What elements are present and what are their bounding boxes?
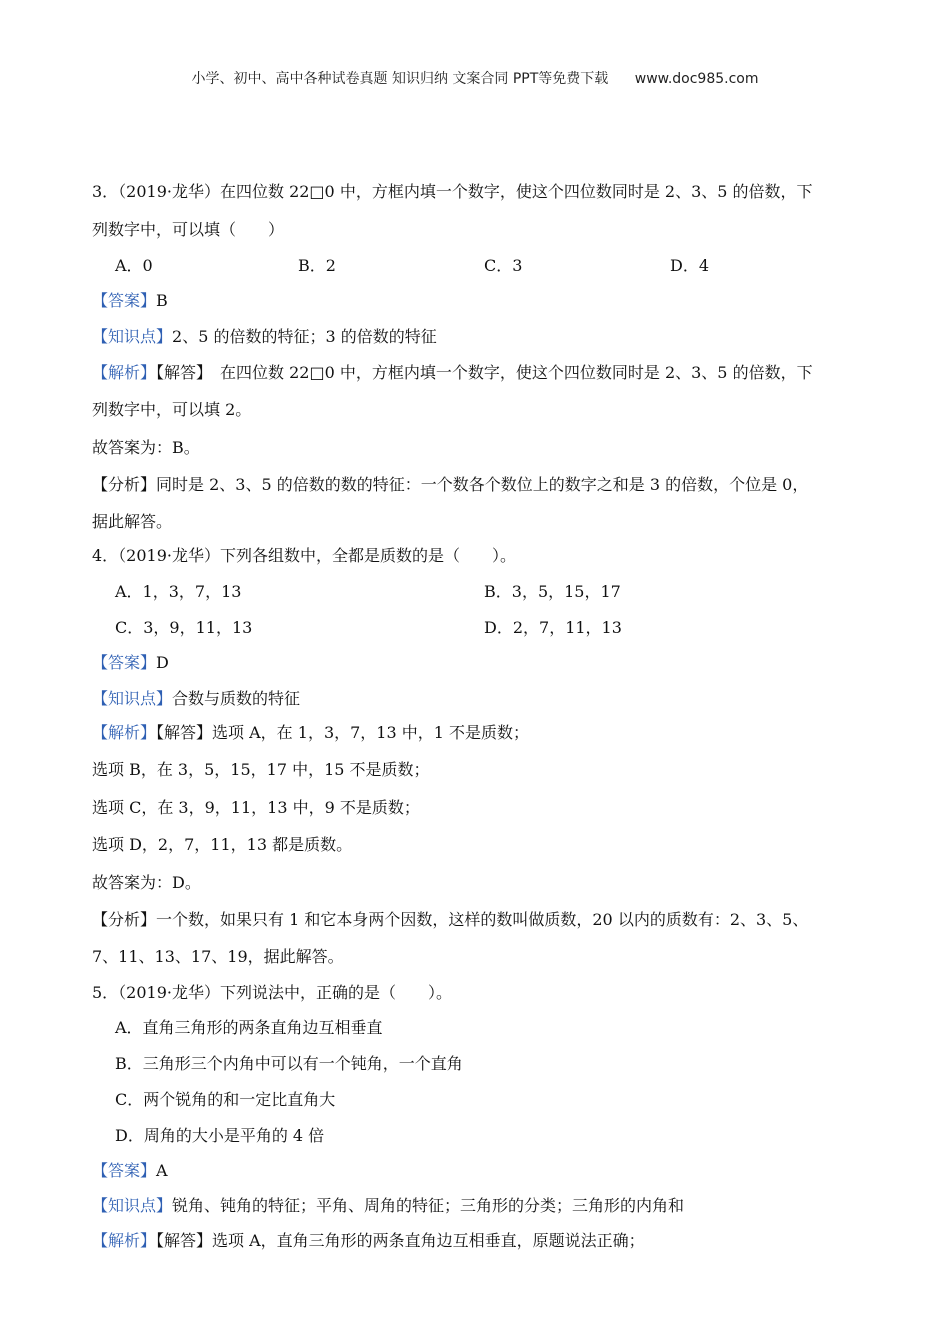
q4-jiexi-line2: 选项 B，在 3，5，15，17 中，15 不是质数； xyxy=(92,760,430,779)
q4-option-d: D．2，7，11，13 xyxy=(484,618,622,637)
fenxi-label: 【分析】 xyxy=(92,910,157,929)
q3-answer-line xyxy=(92,291,168,311)
analysis-label: 【解析】 xyxy=(92,363,157,382)
q4-answer-line xyxy=(92,653,169,673)
q5-stem: 5．（2019·龙华）下列说法中，正确的是（ ）。 xyxy=(92,983,452,1002)
q5-knowledge-line xyxy=(92,1196,684,1216)
q3-fenxi-text1: 同时是 2、3、5 的倍数的数的特征：一个数各个数位上的数字之和是 3 的倍数，个位是 0， xyxy=(156,475,809,494)
solution-label: 【解答】 xyxy=(156,363,205,382)
knowledge-label: 【知识点】 xyxy=(92,327,173,346)
q5-jiexi-text1: 选项 A，直角三角形的两条直角边互相垂直，原题说法正确； xyxy=(212,1231,645,1250)
q5-option-b: B．三角形三个内角中可以有一个钝角，一个直角 xyxy=(115,1054,463,1073)
q3-option-b: B．2 xyxy=(298,256,336,275)
q5-option-c: C．两个锐角的和一定比直角大 xyxy=(115,1090,336,1109)
q3-option-d: D．4 xyxy=(670,256,710,275)
q3-stem-line2: 列数字中，可以填（ ） xyxy=(92,220,285,239)
header-url[interactable]: www.doc985.com xyxy=(634,71,759,87)
q3-fenxi-line1 xyxy=(92,475,808,495)
q4-jiexi-line3: 选项 C，在 3，9，11，13 中，9 不是质数； xyxy=(92,798,420,817)
q5-jiexi-line1 xyxy=(92,1231,645,1251)
solution-label: 【解答】 xyxy=(156,1231,213,1250)
q3-knowledge-line xyxy=(92,327,437,347)
q3-stem-line1: 3．（2019·龙华）在四位数 22□0 中，方框内填一个数字，使这个四位数同时是 2、3、5 的倍数，下 xyxy=(92,182,813,201)
q4-jiexi-line1 xyxy=(92,723,529,743)
page-header xyxy=(0,68,950,88)
knowledge-label: 【知识点】 xyxy=(92,1196,173,1215)
answer-label: 【答案】 xyxy=(92,653,157,672)
q4-fenxi-text1: 一个数，如果只有 1 和它本身两个因数，这样的数叫做质数，20 以内的质数有：2、3、5、 xyxy=(156,910,809,929)
q4-conclusion: 故答案为：D。 xyxy=(92,873,201,892)
q3-answer: B xyxy=(156,291,168,310)
q3-jiexi-line2: 列数字中，可以填 2。 xyxy=(92,400,252,419)
analysis-label: 【解析】 xyxy=(92,723,157,742)
q4-jiexi-text1: 选项 A，在 1，3，7，13 中，1 不是质数； xyxy=(212,723,530,742)
q3-fenxi-line2: 据此解答。 xyxy=(92,512,173,531)
q4-fenxi-line2: 7、11、13、17、19，据此解答。 xyxy=(92,947,344,966)
q3-jiexi-text1: 在四位数 22□0 中，方框内填一个数字，使这个四位数同时是 2、3、5 的倍数，下 xyxy=(204,363,813,382)
q5-answer-line xyxy=(92,1161,168,1181)
q5-option-a: A．直角三角形的两条直角边互相垂直 xyxy=(115,1018,383,1037)
q5-option-d: D．周角的大小是平角的 4 倍 xyxy=(115,1126,325,1145)
q3-jiexi-line1 xyxy=(92,363,813,383)
q5-answer: A xyxy=(156,1161,168,1180)
q3-knowledge: 2、5 的倍数的特征；3 的倍数的特征 xyxy=(172,327,437,346)
q5-knowledge: 锐角、钝角的特征；平角、周角的特征；三角形的分类；三角形的内角和 xyxy=(172,1196,685,1215)
q4-knowledge-line xyxy=(92,689,300,709)
solution-label: 【解答】 xyxy=(156,723,213,742)
q4-fenxi-line1 xyxy=(92,910,808,930)
q4-stem: 4．（2019·龙华）下列各组数中，全都是质数的是（ ）。 xyxy=(92,546,516,565)
q4-knowledge: 合数与质数的特征 xyxy=(172,689,301,708)
knowledge-label: 【知识点】 xyxy=(92,689,173,708)
answer-label: 【答案】 xyxy=(92,1161,157,1180)
q4-option-a: A．1，3，7，13 xyxy=(115,582,242,601)
q3-option-c: C．3 xyxy=(484,256,523,275)
q4-jiexi-line4: 选项 D，2，7，11，13 都是质数。 xyxy=(92,835,353,854)
q4-option-b: B．3，5，15，17 xyxy=(484,582,621,601)
q4-answer: D xyxy=(156,653,169,672)
answer-label: 【答案】 xyxy=(92,291,157,310)
header-text: 小学、初中、高中各种试卷真题 知识归纳 文案合同 PPT等免费下载 xyxy=(191,71,609,87)
q4-option-c: C．3，9，11，13 xyxy=(115,618,253,637)
q3-option-a: A．0 xyxy=(115,256,153,275)
q3-conclusion: 故答案为：B。 xyxy=(92,438,200,457)
fenxi-label: 【分析】 xyxy=(92,475,157,494)
analysis-label: 【解析】 xyxy=(92,1231,157,1250)
